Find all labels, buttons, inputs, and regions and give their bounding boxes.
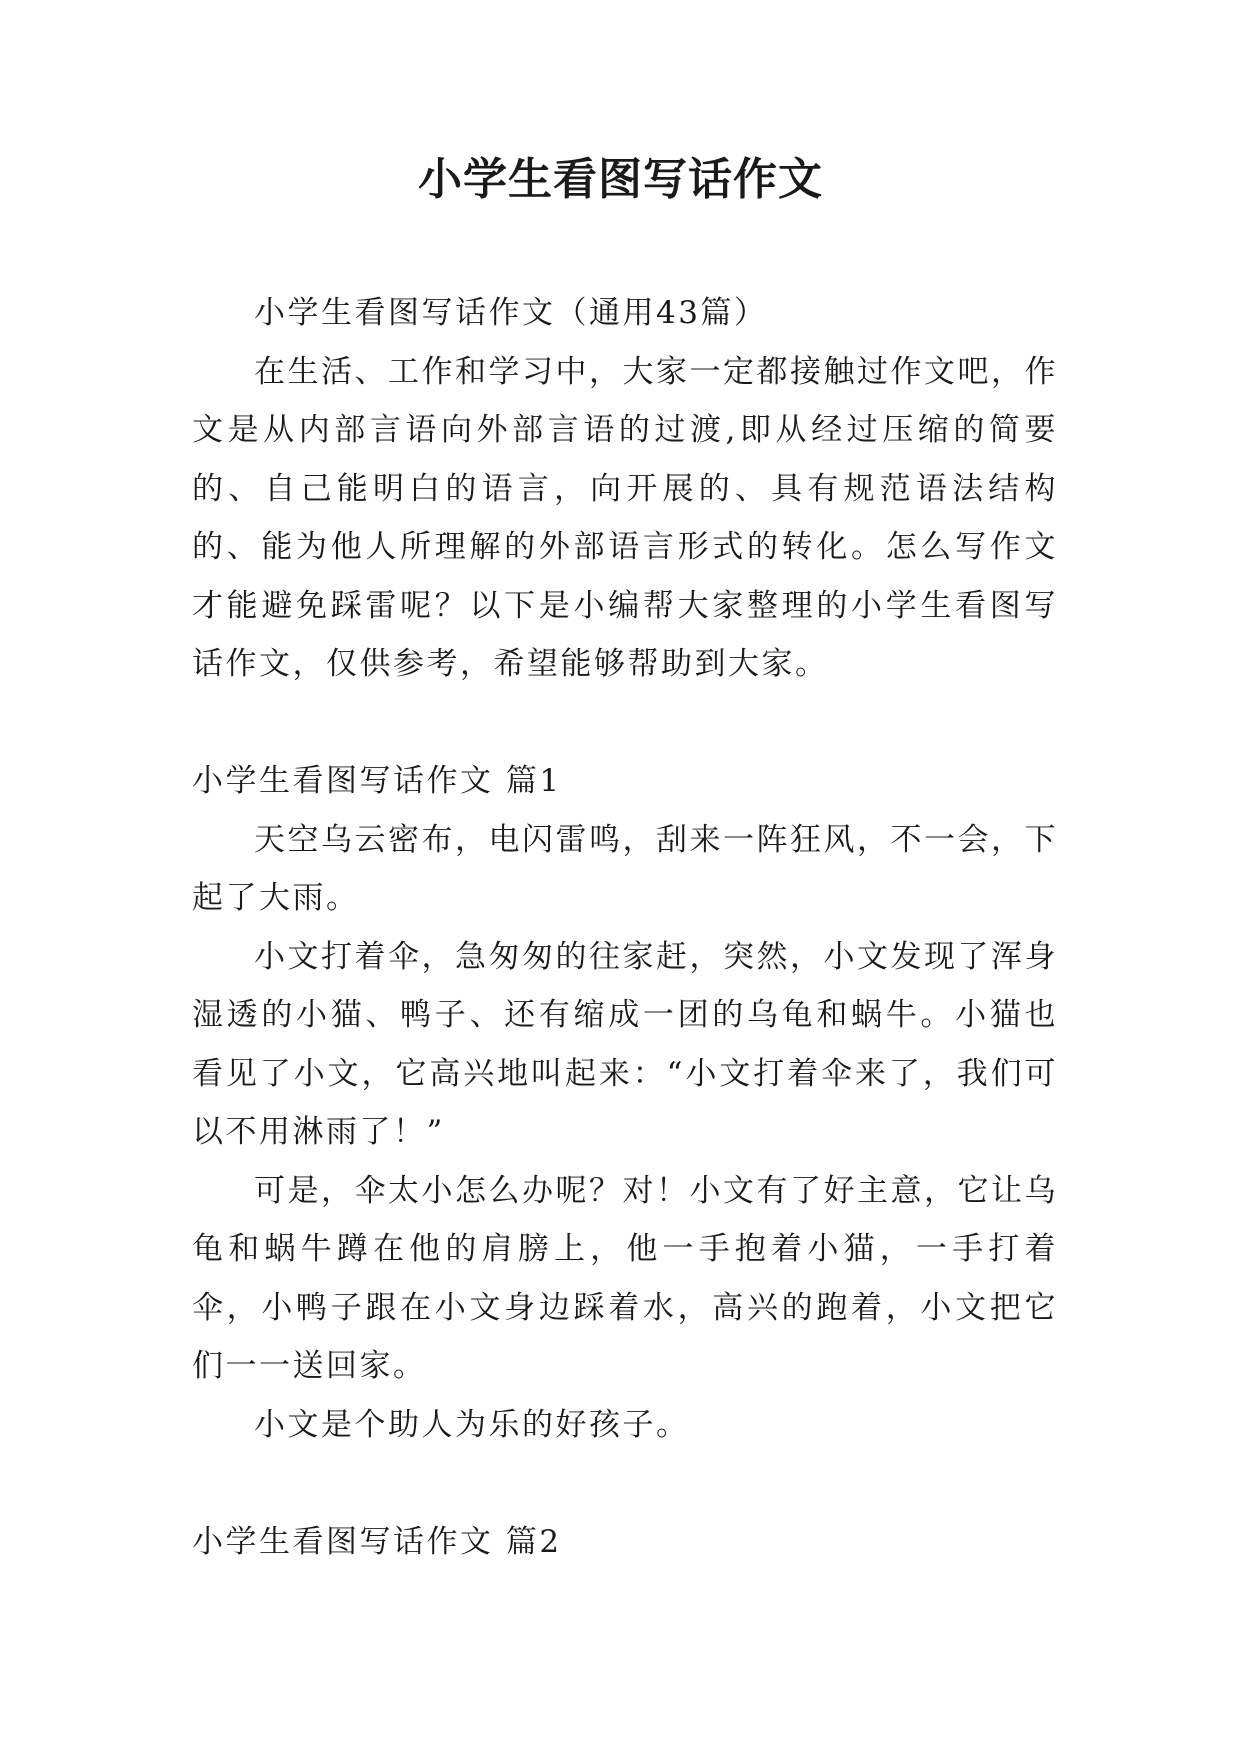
section-1-paragraph-1: 天空乌云密布，电闪雷鸣，刮来一阵狂风，不一会，下起了大雨。 — [192, 821, 1058, 916]
section-spacer — [192, 1454, 1058, 1513]
section-spacer — [192, 694, 1058, 753]
intro-paragraph: 在生活、工作和学习中，大家一定都接触过作文吧，作文是从内部言语向外部言语的过渡,即从经过压缩的简要的、自己能明白的语言，向开展的、具有规范语法结构的、能为他人所理解的外部语言形式的转化。怎么写作文才能避免踩雷呢？以下是小编帮大家整理的小学生看图写话作文，仅供参考，希望能够帮助到大家。 — [192, 353, 1058, 682]
document-subtitle: 小学生看图写话作文（通用43篇） — [254, 295, 768, 331]
section-heading-1: 小学生看图写话作文 篇1 — [192, 763, 562, 799]
document-body — [192, 284, 1058, 1571]
section-heading-2: 小学生看图写话作文 篇2 — [192, 1523, 562, 1560]
section-1-paragraph-3: 可是，伞太小怎么办呢？对！小文有了好主意，它让乌龟和蜗牛蹲在他的肩膀上，他一手抱着小猫，一手打着伞，小鸭子跟在小文身边踩着水，高兴的跑着，小文把它们一一送回家。 — [192, 1172, 1058, 1384]
section-1-paragraph-2: 小文打着伞，急匆匆的往家赶，突然，小文发现了浑身湿透的小猫、鸭子、还有缩成一团的乌龟和蜗牛。小猫也看见了小文，它高兴地叫起来：“小文打着伞来了，我们可以不用淋雨了！” — [192, 938, 1058, 1150]
section-1-paragraph-4: 小文是个助人为乐的好孩子。 — [254, 1406, 690, 1443]
page-title: 小学生看图写话作文 — [418, 154, 823, 205]
